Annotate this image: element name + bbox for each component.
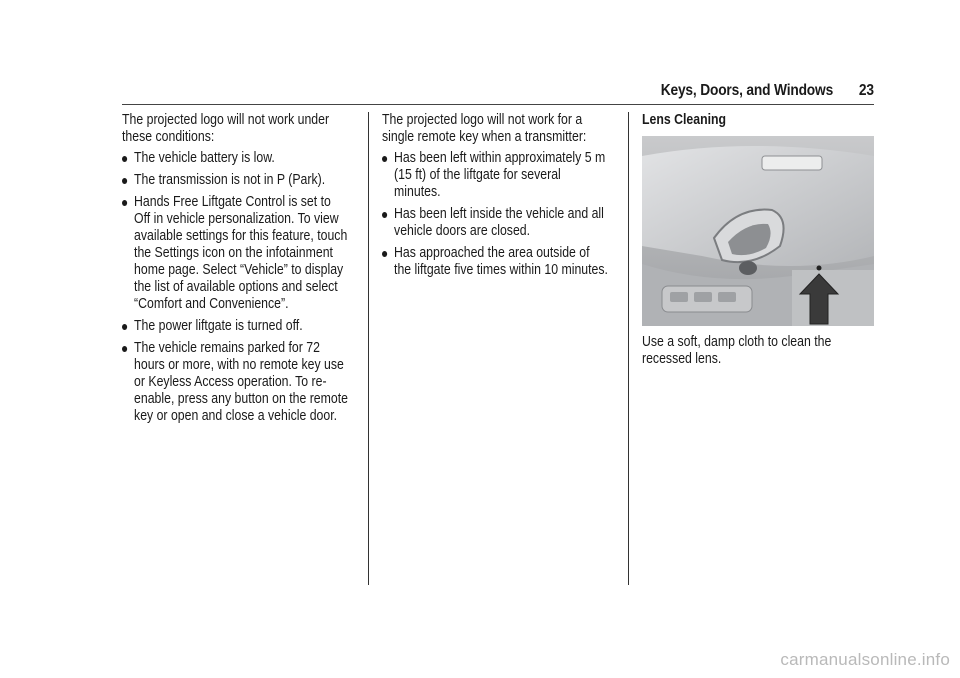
section-title: Keys, Doors, and Windows — [660, 82, 834, 99]
list-item: The vehicle remains parked for 72 hours or more, with no remote key use or Keyless Access operation. To re-enable, press any button on the remote key or open and close a vehicle door. — [122, 340, 350, 425]
list-item: Hands Free Liftgate Control is set to Off in vehicle personalization. To view available settings for this feature, touch the Settings icon on the infotainment home page. Select “Vehicle” to display the list of available options and select “Comfort and Convenience”. — [122, 194, 350, 313]
bullet-icon — [382, 212, 387, 218]
trim-slot — [718, 292, 736, 302]
list-item: The power liftgate is turned off. — [122, 318, 350, 335]
column-1 — [122, 112, 387, 430]
column-divider — [628, 112, 629, 585]
trim-slot — [694, 292, 712, 302]
list-item: Has been left inside the vehicle and all vehicle doors are closed. — [382, 206, 610, 240]
liftgate-lens-illustration — [642, 136, 874, 326]
col2-condition-list — [382, 150, 610, 279]
list-item: The vehicle battery is low. — [122, 150, 350, 167]
bullet-icon — [122, 178, 127, 184]
image-caption: Use a soft, damp cloth to clean the recessed lens. — [642, 334, 832, 367]
bullet-icon — [122, 324, 127, 330]
page-header — [661, 82, 874, 100]
column-divider — [368, 112, 369, 585]
list-item: Has been left within approximately 5 m (15 ft) of the liftgate for several minutes. — [382, 150, 610, 201]
watermark: carmanualsonline.info — [780, 650, 950, 669]
light-strip — [762, 156, 822, 170]
trim-slot — [670, 292, 688, 302]
column-3 — [642, 112, 912, 137]
bumper-corner — [792, 270, 874, 326]
col1-intro: The projected logo will not work under these conditions: — [122, 112, 330, 145]
bullet-icon — [122, 156, 127, 162]
camera-housing — [739, 261, 757, 275]
bullet-icon — [122, 200, 127, 206]
col2-intro: The projected logo will not work for a single remote key when a transmitter: — [382, 112, 587, 145]
bullet-icon — [382, 156, 387, 162]
projector-lens — [817, 266, 822, 271]
list-item: Has approached the area outside of the liftgate five times within 10 minutes. — [382, 245, 610, 279]
bullet-icon — [382, 251, 387, 257]
bullet-icon — [122, 346, 127, 352]
page-number: 23 — [859, 82, 874, 99]
section-heading: Lens Cleaning — [642, 112, 727, 128]
col1-condition-list — [122, 150, 350, 425]
header-divider — [122, 104, 874, 105]
column-2 — [382, 112, 647, 284]
list-item: The transmission is not in P (Park). — [122, 172, 350, 189]
